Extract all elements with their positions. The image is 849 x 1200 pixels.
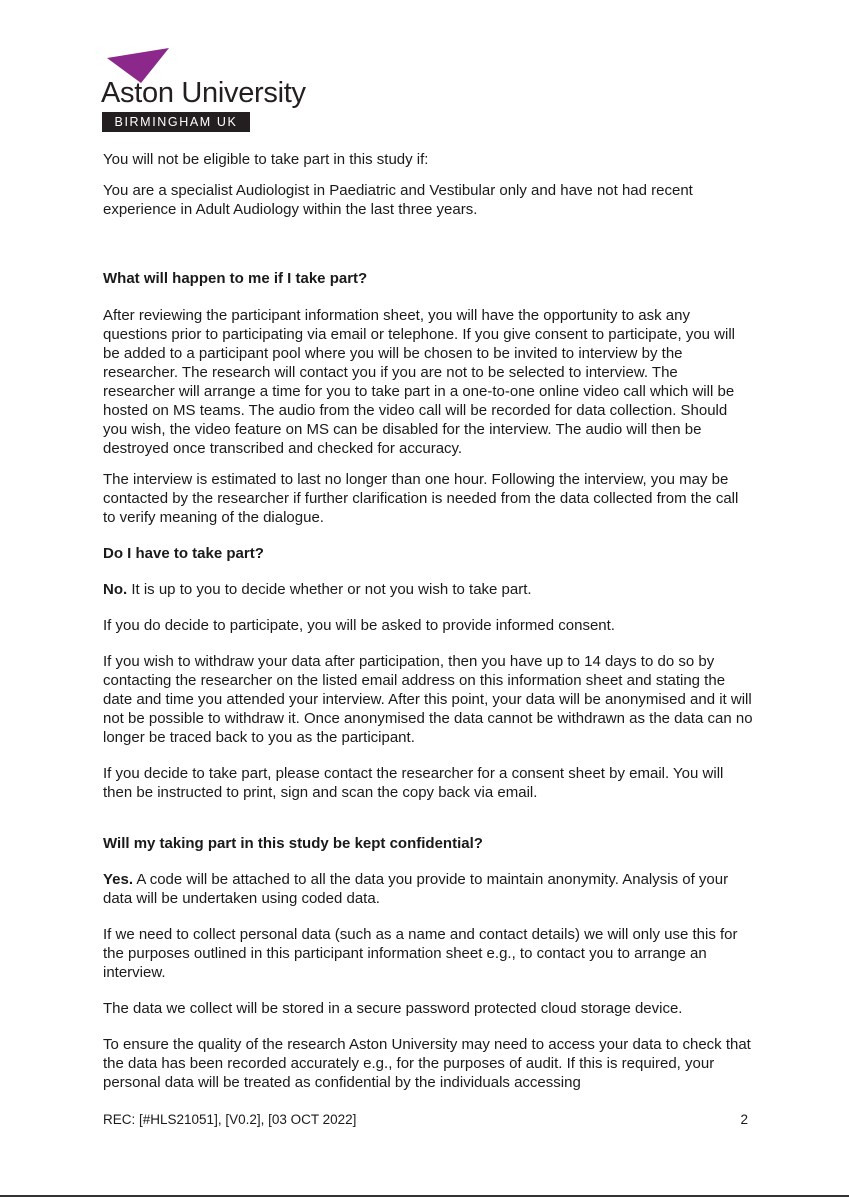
paragraph: After reviewing the participant information sheet, you will have the opportunity to ask any questions prior to participating via email or telephone. If you give consent to participate, you will be added to a participant pool where you will be chosen to be invited to interview by the researcher. The research will contact you if you are not to be selected to interview. The researcher will arrange a time for you to take part in a one-to-one online video call which will be hosted on MS teams. The audio from the video call will be recorded for data collection. Should you wish, the video feature on MS can be disabled for the interview. The audio will then be destroyed once transcribed and checked for accuracy. — [103, 307, 736, 457]
paragraph: You are a specialist Audiologist in Paediatric and Vestibular only and have not had recent experience in Adult Audiology within the last three years. — [103, 182, 693, 218]
paragraph: If you wish to withdraw your data after participation, then you have up to 14 days to do so by contacting the researcher on the listed email address on this information sheet and stating the date and time you attended your interview. After this point, your data will be anonymised and it will not be possible to withdraw it. Once anonymised the data cannot be withdrawn as the data can no longer be traced back to you as the participant. — [103, 653, 753, 746]
logo-name: Aston University — [101, 77, 306, 109]
paragraph-text: A code will be attached to all the data you provide to maintain anonymity. Analysis of your data will be undertaken using coded data. — [103, 871, 729, 907]
paragraph: If we need to collect personal data (such as a name and contact details) we will only use this for the purposes outlined in this participant information sheet e.g., to contact you to arrange an interview. — [103, 926, 738, 981]
footer-reference: REC: [#HLS21051], [V0.2], [03 OCT 2022] — [103, 1112, 357, 1127]
paragraph: To ensure the quality of the research Aston University may need to access your data to check that the data has been recorded accurately e.g., for the purposes of audit. If this is required, your personal data will be treated as confidential by the individuals accessing — [103, 1036, 751, 1091]
paragraph — [103, 580, 753, 599]
bottom-divider — [0, 1195, 849, 1197]
aston-university-logo — [101, 48, 306, 129]
section-heading: What will happen to me if I take part? — [103, 270, 368, 287]
bold-lead: No. — [103, 581, 128, 598]
paragraph: The interview is estimated to last no longer than one hour. Following the interview, you may be contacted by the researcher if further clarification is needed from the data collected from the call to verify meaning of the dialogue. — [103, 471, 739, 526]
document-body — [103, 150, 753, 1092]
paragraph: If you do decide to participate, you will be asked to provide informed consent. — [103, 617, 615, 634]
logo-subtitle: BIRMINGHAM UK — [102, 112, 250, 132]
section-heading: Do I have to take part? — [103, 545, 264, 562]
paragraph: The data we collect will be stored in a secure password protected cloud storage device. — [103, 1000, 683, 1017]
paragraph-text: It is up to you to decide whether or not you wish to take part. — [127, 581, 532, 598]
bold-lead: Yes. — [103, 871, 134, 888]
page-footer — [103, 1112, 748, 1127]
section-heading: Will my taking part in this study be kept confidential? — [103, 835, 483, 852]
paragraph: You will not be eligible to take part in this study if: — [103, 151, 429, 168]
paragraph — [103, 870, 753, 908]
page-number: 2 — [740, 1112, 748, 1127]
paragraph: If you decide to take part, please contact the researcher for a consent sheet by email. You will then be instructed to print, sign and scan the copy back via email. — [103, 765, 724, 801]
